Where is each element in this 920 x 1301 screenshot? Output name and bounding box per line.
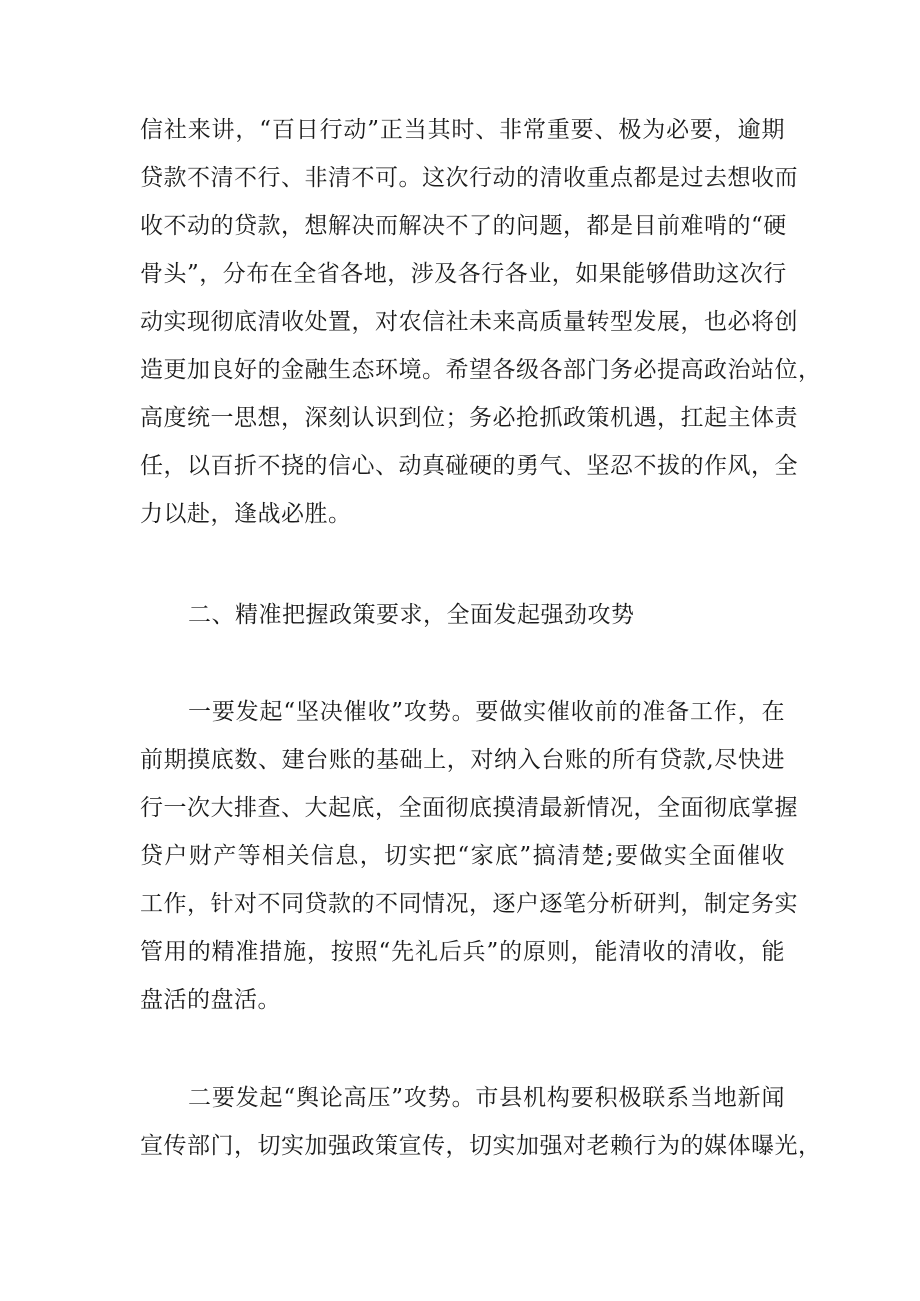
paragraph-1-line-5: 动实现彻底清收处置，对农信社未来高质量转型发展，也必将创 (140, 309, 798, 335)
paragraph-1-line-6: 造更加良好的金融生态环境。希望各级各部门务必提高政治站位， (140, 357, 822, 383)
paragraph-2-line-3: 行一次大排查、大起底，全面彻底摸清最新情况，全面彻底掌握 (140, 795, 798, 821)
paragraph-3-line-2: 宣传部门，切实加强政策宣传，切实加强对老赖行为的媒体曝光， (140, 1133, 822, 1159)
paragraph-2-line-4: 贷户财产等相关信息，切实把“家底”搞清楚;要做实全面催收 (140, 843, 785, 869)
paragraph-2-line-6: 管用的精准措施，按照“先礼后兵”的原则，能清收的清收，能 (140, 939, 785, 965)
paragraph-2-line-5: 工作，针对不同贷款的不同情况，逐户逐笔分析研判，制定务实 (140, 891, 798, 917)
paragraph-2-line-2: 前期摸底数、建台账的基础上，对纳入台账的所有贷款,尽快进 (140, 747, 785, 773)
paragraph-1-line-9: 力以赴，逢战必胜。 (140, 501, 352, 527)
section-heading: 二、精准把握政策要求，全面发起强劲攻势 (188, 602, 635, 628)
paragraph-3-line-1: 二要发起“舆论高压”攻势。市县机构要积极联系当地新闻 (188, 1085, 785, 1111)
paragraph-1-line-4: 骨头”，分布在全省各地，涉及各行各业，如果能够借助这次行 (140, 261, 787, 287)
paragraph-1-line-2: 贷款不清不行、非清不可。这次行动的清收重点都是过去想收而 (140, 165, 798, 191)
paragraph-1-line-7: 高度统一思想，深刻认识到位；务必抢抓政策机遇，扛起主体责 (140, 405, 798, 431)
paragraph-1-line-3: 收不动的贷款，想解决而解决不了的问题，都是目前难啃的“硬 (140, 213, 787, 239)
paragraph-2-line-1: 一要发起“坚决催收”攻势。要做实催收前的准备工作，在 (188, 699, 785, 725)
paragraph-2-line-7: 盘活的盘活。 (140, 987, 281, 1013)
paragraph-1-line-1: 信社来讲，“百日行动”正当其时、非常重要、极为必要，逾期 (140, 117, 785, 143)
paragraph-1-line-8: 任，以百折不挠的信心、动真碰硬的勇气、坚忍不拔的作风，全 (140, 453, 798, 479)
